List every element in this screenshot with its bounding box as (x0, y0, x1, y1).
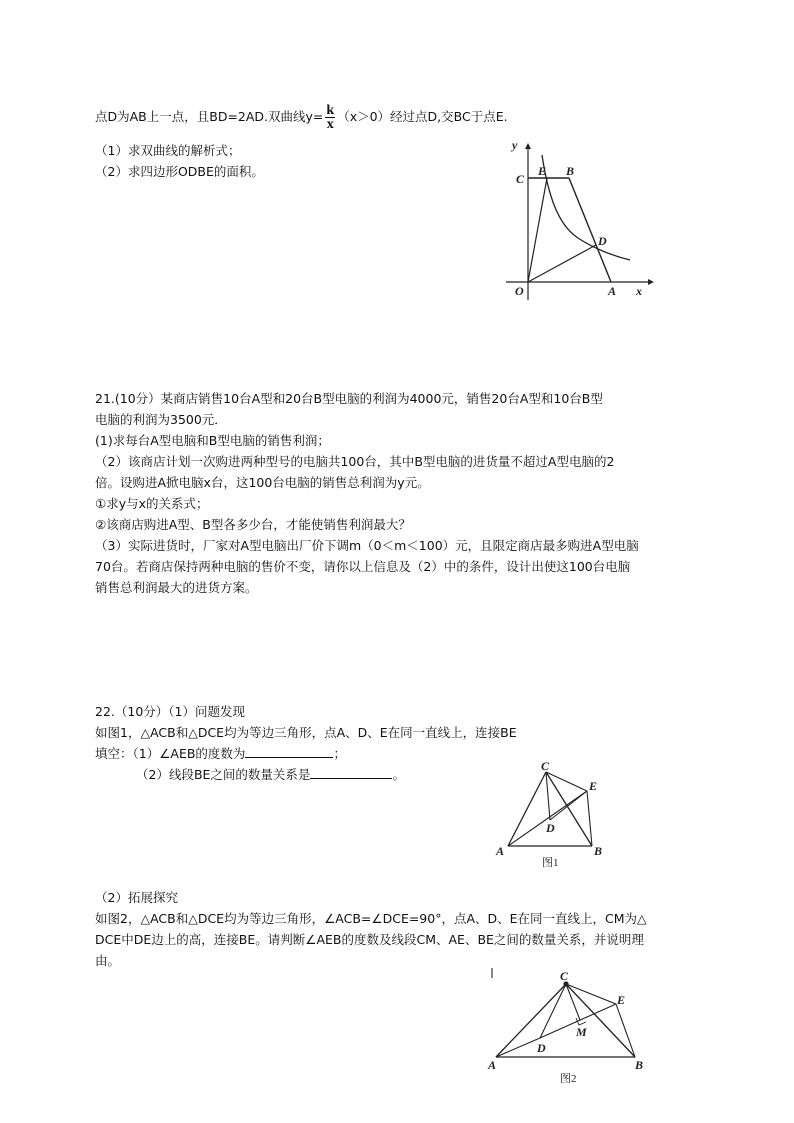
q21-line3: (1)求每台A型电脑和B型电脑的销售利润； (95, 433, 330, 448)
fig2-caption: 图2 (560, 1073, 577, 1085)
q22-figure-2 (480, 962, 650, 1090)
q20-label-O: O (515, 284, 524, 298)
q22-line1: 22.（10分）（1）问题发现 (95, 704, 245, 719)
q22-section2: （2）拓展探究 (95, 890, 178, 905)
fig1-caption: 图1 (542, 857, 559, 869)
q20-frac-den: x (326, 117, 334, 132)
q20-label-D: D (598, 234, 607, 248)
fig2-label-E: E (617, 993, 626, 1007)
q20-intro (95, 104, 508, 131)
q22-answer-blank-1[interactable] (245, 745, 333, 758)
q22-line3: 如图2，△ACB和△DCE均为等边三角形，∠ACB=∠DCE=90°，点A、D、E在同一直线上，CM为△ (95, 911, 647, 926)
q20-intro-pre: 点D为AB上一点，且BD=2AD.双曲线y= (95, 109, 324, 124)
q21-line1: 21.(10分）某商店销售10台A型和20台B型电脑的利润为4000元，销售20台A型和10台B型 (95, 391, 603, 406)
q22-fill1-pre: 填空：（1）∠AEB的度数为 (95, 746, 246, 761)
fig2-label-M: M (576, 1025, 587, 1039)
q21-line9: 70台。若商店保持两种电脑的售价不变，请你以上信息及（2）中的条件，设计出使这100台电脑 (95, 559, 631, 574)
q22-fill1-post: ； (333, 746, 346, 761)
q22-answer-blank-2[interactable] (310, 766, 392, 779)
q20-frac-num: k (326, 103, 335, 118)
q22-fill2 (136, 766, 405, 784)
q20-label-y: y (512, 138, 518, 152)
q22-figure-1 (490, 758, 620, 873)
q20-label-B: B (566, 164, 575, 178)
q20-figure (498, 135, 658, 308)
fig1-label-C: C (541, 759, 550, 773)
fig1-label-A: A (496, 844, 505, 858)
q22-line4: DCE中DE边上的高，连接BE。请判断∠AEB的度数及线段CM、AE、BE之间的数量关系，并说明理 (95, 932, 644, 947)
fig2-label-A: A (488, 1058, 497, 1072)
fig1-label-D: D (546, 821, 555, 835)
fig1-label-B: B (594, 844, 603, 858)
q21-line4: （2）该商店计划一次购进两种型号的电脑共100台，其中B型电脑的进货量不超过A型电脑的2 (95, 454, 615, 469)
q21-line2: 电脑的利润为3500元． (95, 412, 227, 427)
q21-line8: （3）实际进货时，厂家对A型电脑出厂价下调m（0＜m＜100）元，且限定商店最多购进A型电脑 (95, 538, 639, 553)
fig1-label-E: E (589, 779, 598, 793)
q21-line10: 销售总利润最大的进货方案。 (95, 580, 258, 595)
q21-line5: 倍。设购进A掀电脑x台，这100台电脑的销售总利润为y元。 (95, 475, 430, 490)
q20-fraction (325, 104, 335, 131)
fig2-label-D: D (537, 1041, 546, 1055)
q22-fill2-pre: （2）线段BE之间的数量关系是 (136, 767, 311, 782)
q22-fill1 (95, 745, 346, 763)
q20-label-C: C (516, 172, 525, 186)
q20-part1: （1）求双曲线的解析式； (95, 143, 241, 158)
fig2-label-B: B (635, 1058, 644, 1072)
q21-line6: ①求y与x的关系式； (95, 496, 209, 511)
q22-line2: 如图1，△ACB和△DCE均为等边三角形，点A、D、E在同一直线上，连接BE (95, 725, 517, 740)
q20-intro-post: （x＞0）经过点D,交BC于点E. (337, 109, 508, 124)
q20-label-E: E (538, 164, 547, 178)
fig2-label-C: C (560, 969, 569, 983)
q22-fill2-post: 。 (392, 767, 405, 782)
q20-part2: （2）求四边形ODBE的面积。 (95, 164, 264, 179)
q20-label-x: x (636, 284, 642, 298)
q20-label-A: A (608, 284, 617, 298)
q22-line5: 由。 (95, 953, 121, 968)
q21-line7: ②该商店购进A型、B型各多少台，才能使销售利润最大？ (95, 517, 411, 532)
